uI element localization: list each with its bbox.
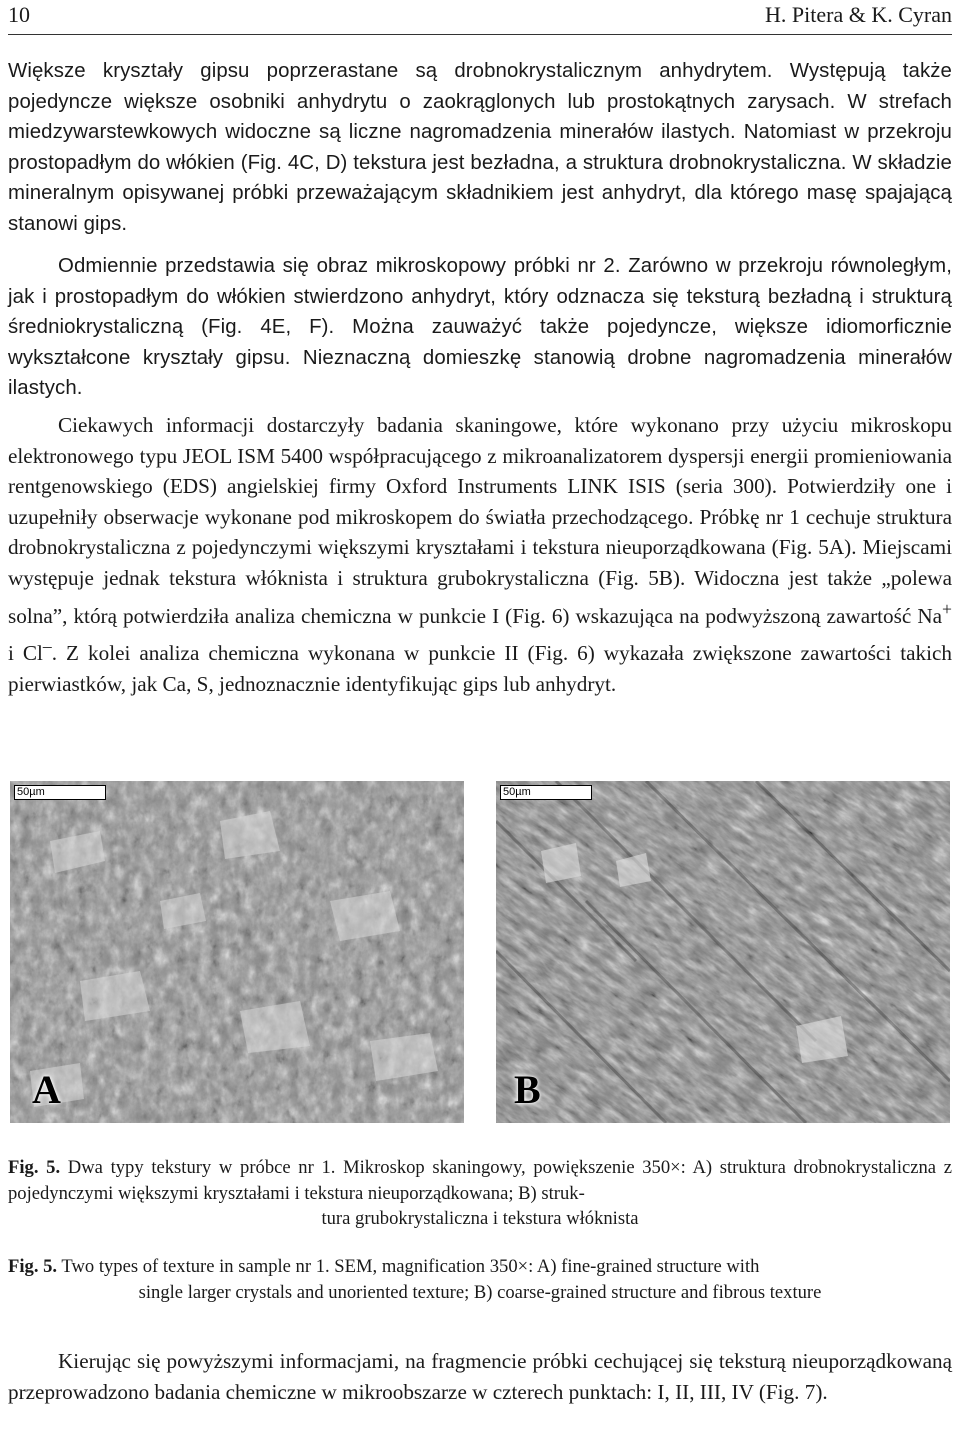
scale-bar-a: 50µm [14, 785, 106, 800]
caption-english [8, 1254, 952, 1305]
scale-bar-b: 50µm [500, 785, 592, 800]
panel-label-b: B [514, 1067, 541, 1112]
caption-polish-label: Fig. 5. [8, 1157, 61, 1178]
caption-english-label: Fig. 5. [8, 1256, 58, 1277]
panel-label-a: A [32, 1067, 61, 1112]
running-head-authors: H. Pitera & K. Cyran [765, 2, 952, 27]
paragraph-3 [8, 410, 952, 699]
caption-english-last-line: single larger crystals and unoriented texture; B) coarse-grained structure and fibrous texture [138, 1281, 822, 1303]
paragraph-1: Większe kryształy gipsu poprzerastane są drobnokrystalicznym anhydrytem. Występują także pojedyncze większe osobniki anhydrytu o zaokrąglonych lub prostokątnych zarysach. W strefach miedzywarstewkowych widoczne są liczne nagromadzenia minerałów ilastych. Natomiast w przekroju prostopadłym do włókien (Fig. 4C, D) tekstura jest bezładna, a struktura drobnokrystaliczna. W składzie mineralnym opisywanej próbki przeważającym składnikiem jest anhydryt, dla którego masę spajającą stanowi gips. [8, 60, 952, 235]
caption-polish [8, 1155, 952, 1232]
sem-micrograph-b [496, 781, 950, 1123]
page-number: 10 [8, 2, 30, 27]
chloride-charge: – [42, 636, 52, 657]
page-header [8, 0, 952, 35]
caption-polish-text: Dwa typy tekstury w próbce nr 1. Mikroskop skaningowy, powiększenie 350×: A) struktura drobnokrystaliczna z pojedynczymi większymi kryształami i tekstura nieuporządkowana; B) struk- [8, 1157, 952, 1204]
sodium-charge: + [942, 598, 952, 619]
caption-polish-last-line: tura grubokrystaliczna i tekstura włóknista [321, 1208, 639, 1230]
paragraph-2: Odmiennie przedstawia się obraz mikroskopowy próbki nr 2. Zarówno w przekroju równoległym, jak i prostopadłym do włókien stwierdzono anhydryt, który odznacza się teksturą bezładną i strukturą średniokrystaliczną (Fig. 4E, F). Można zauważyć także pojedyncze, większe idiomorficznie wykształcone kryształy gipsu. Nieznaczną domieszkę stanowią drobne nagromadzenia minerałów ilastych. [8, 255, 952, 400]
paragraph-3-part-2: i Cl [8, 641, 43, 666]
paragraph-3-part-1: Ciekawych informacji dostarczyły badania skaningowe, które wykonano przy użyciu mikroskopu elektronowego typu JEOL ISM 5400 współpracującego z mikroanalizatorem dyspersji energii promieniowania rentgenowskiego (EDS) angielskiej firmy Oxford Instruments LINK ISIS (seria 300). Potwierdziły one i uzupełniły obserwacje wykonane pod mikroskopem do światła przechodzącego. Próbkę nr 1 cechuje struktura drobnokrystaliczna z pojedynczymi większymi kryształami i tekstura nieuporządkowana (Fig. 5A). Miejscami występuje jednak tekstura włóknista i struktura grubokrystaliczna (Fig. 5B). Widoczna jest także „polewa solna”, którą potwierdziła analiza chemiczna w punkcie I (Fig. 6) wskazująca na podwyższoną zawartość Na [8, 413, 952, 628]
caption-english-text: Two types of texture in sample nr 1. SEM, magnification 350×: A) fine-grained structure with [61, 1256, 760, 1277]
paragraph-4: Kierując się powyższymi informacjami, na fragmencie próbki cechującej się teksturą nieuporządkowaną przeprowadzono badania chemiczne w mikroobszarze w czterech punktach: I, II, III, IV (Fig. 7). [8, 1349, 952, 1404]
sem-micrograph-a [10, 781, 464, 1123]
paragraph-3-part-3: . Z kolei analiza chemiczna wykonana w punkcie II (Fig. 6) wykazała zwiększone zawartości takich pierwiastków, jak Ca, S, jednoznacznie identyfikując gips lub anhydryt. [8, 641, 952, 696]
